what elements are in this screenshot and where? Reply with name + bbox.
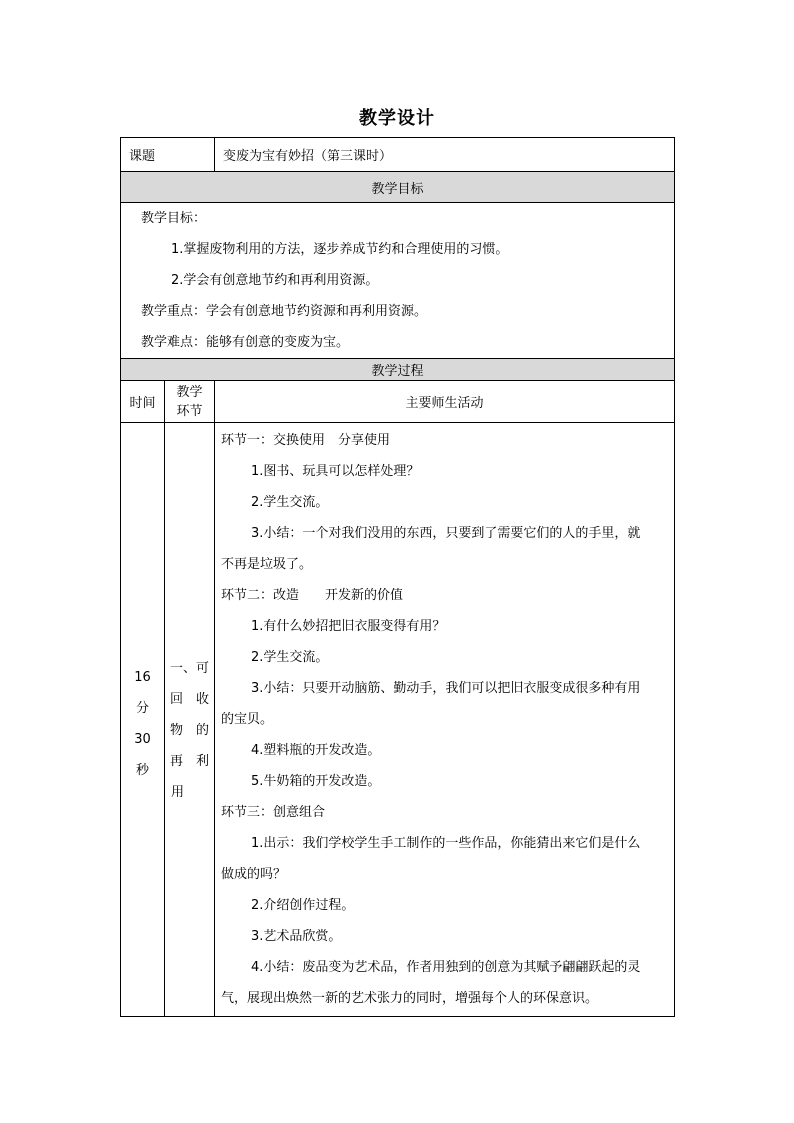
time-part: 分 — [135, 700, 149, 716]
stage-line: 用 — [171, 785, 185, 800]
activity-item: 1.出示：我们学校学生手工制作的一些作品，你能猜出来它们是什么 — [251, 836, 641, 851]
activity-item: 4.小结：废品变为艺术品，作者用独到的创意为其赋予翩翩跃起的灵 — [251, 960, 641, 975]
goals-header-row — [121, 172, 675, 203]
goal-item: 2.学会有创意地节约和再利用资源。 — [171, 273, 379, 288]
time-part: 秒 — [135, 762, 149, 778]
stage-line: 一、可 — [170, 661, 210, 676]
activity-column-header: 主要师生活动 — [215, 381, 675, 423]
goals-header: 教学目标 — [121, 172, 675, 203]
time-part: 16 — [134, 669, 151, 685]
goal-item: 1.掌握废物利用的方法，逐步养成节约和合理使用的习惯。 — [171, 242, 509, 257]
activity-item: 1.有什么妙招把旧衣服变得有用？ — [251, 619, 446, 634]
section-title: 环节一：交换使用 分享使用 — [221, 433, 391, 448]
process-content-row — [121, 423, 675, 1017]
activity-item-continued: 气，展现出焕然一新的艺术张力的同时，增强每个人的环保意识。 — [221, 991, 599, 1006]
stage-header-line: 教学 — [176, 384, 203, 400]
activity-item: 1.图书、玩具可以怎样处理？ — [251, 464, 420, 479]
document-title: 教学设计 — [359, 108, 435, 129]
activity-item: 3.小结：一个对我们没用的东西，只要到了需要它们的人的手里，就 — [251, 526, 641, 541]
activity-item: 2.介绍创作过程。 — [251, 898, 355, 913]
activity-item-continued: 做成的吗？ — [221, 867, 287, 882]
activity-item: 3.小结：只要开动脑筋、勤动手，我们可以把旧衣服变成很多种有用 — [251, 681, 641, 696]
activity-item-continued: 的宝贝。 — [221, 712, 274, 727]
topic-value: 变废为宝有妙招（第三课时） — [215, 138, 675, 172]
stage-column-header — [165, 381, 215, 423]
process-columns-row — [121, 381, 675, 423]
stage-cell — [165, 423, 215, 1017]
activity-item: 3.艺术品欣赏。 — [251, 929, 342, 944]
activity-item: 5.牛奶箱的开发改造。 — [251, 774, 381, 789]
activity-item: 2.学生交流。 — [251, 650, 329, 665]
time-part: 30 — [134, 731, 151, 747]
time-cell — [121, 423, 165, 1017]
activity-item-continued: 不再是垃圾了。 — [221, 557, 313, 572]
process-header-row — [121, 359, 675, 381]
activity-item: 4.塑料瓶的开发改造。 — [251, 743, 381, 758]
activity-item: 2.学生交流。 — [251, 495, 329, 510]
difficulty-point: 教学难点：能够有创意的变废为宝。 — [141, 335, 350, 350]
activities-cell — [215, 423, 675, 1017]
goals-label: 教学目标： — [141, 211, 207, 226]
key-point: 教学重点：学会有创意地节约资源和再利用资源。 — [141, 304, 428, 319]
process-header: 教学过程 — [121, 359, 675, 381]
stage-line: 物 的 — [170, 723, 210, 738]
topic-label: 课题 — [121, 138, 215, 172]
section-title: 环节二：改造 开发新的价值 — [221, 588, 404, 603]
goals-cell — [121, 203, 675, 359]
section-title: 环节三：创意组合 — [221, 805, 326, 820]
lesson-plan-table — [120, 137, 675, 1017]
stage-header-line: 环节 — [176, 403, 203, 419]
stage-line: 回 收 — [170, 692, 210, 707]
time-column-header: 时间 — [121, 381, 165, 423]
stage-line: 再 利 — [170, 754, 210, 769]
goals-row — [121, 203, 675, 359]
topic-row — [121, 138, 675, 172]
